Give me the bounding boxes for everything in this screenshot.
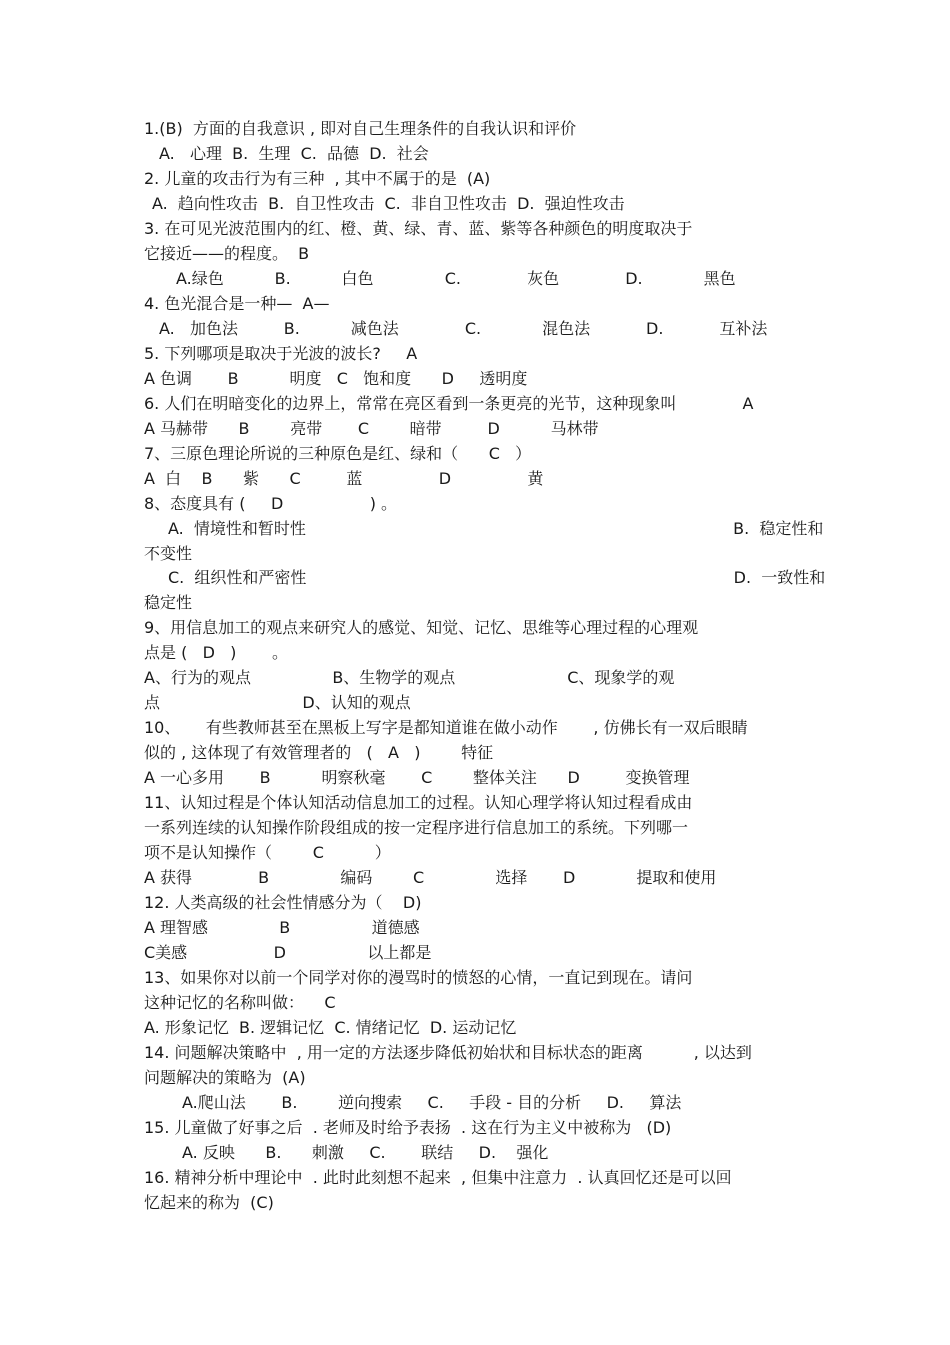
question-2-stem: 2. 儿童的攻击行为有三种 , 其中不属于的是 (A) [144, 169, 491, 188]
question-5-options: A 色调 B 明度 C 饱和度 D 透明度 [144, 369, 528, 388]
question-6-options: A 马赫带 B 亮带 C 暗带 D 马林带 [144, 419, 599, 438]
question-16-stem-cont: 忆起来的称为 (C) [144, 1193, 274, 1212]
question-7-options: A 白 B 紫 C 蓝 D 黄 [144, 469, 544, 488]
question-8-options-ab: A. 情境性和暂时性 B. 稳定性和 [168, 519, 824, 538]
question-13-stem-cont: 这种记忆的名称叫做： C [144, 993, 336, 1012]
question-11-options: A 获得 B 编码 C 选择 D 提取和使用 [144, 868, 717, 887]
question-14-options: A.爬山法 B. 逆向搜索 C. 手段 - 目的分析 D. 算法 [182, 1093, 682, 1112]
question-11-stem: 11、认知过程是个体认知活动信息加工的过程。认知心理学将认知过程看成由 [144, 793, 693, 812]
question-12-options-cd: C美感 D 以上都是 [144, 943, 432, 962]
question-9-stem-cont: 点是 ( D ) 。 [144, 643, 289, 662]
question-8-stem: 8、态度具有 ( D ) 。 [144, 494, 398, 513]
question-1-stem: 1.(B) 方面的自我意识 , 即对自己生理条件的自我认识和评价 [144, 119, 577, 138]
question-8-options-ab-cont: 不变性 [144, 544, 193, 563]
question-4-stem: 4. 色光混合是一种— A— [144, 294, 330, 313]
question-11-stem-cont-2: 项不是认知操作（ C ） [144, 843, 391, 862]
question-3-options: A.绿色 B. 白色 C. 灰色 D. 黑色 [176, 269, 736, 288]
question-15-options: A. 反映 B. 刺激 C. 联结 D. 强化 [182, 1143, 549, 1162]
question-8-options-cd-cont: 稳定性 [144, 593, 193, 612]
question-15-stem: 15. 儿童做了好事之后 . 老师及时给予表扬 . 这在行为主义中被称为 (D) [144, 1118, 672, 1137]
question-8-options-cd: C. 组织性和严密性 D. 一致性和 [168, 568, 826, 587]
question-14-stem: 14. 问题解决策略中 , 用一定的方法逐步降低初始状和目标状态的距离 , 以达到 [144, 1043, 752, 1062]
question-9-stem: 9、用信息加工的观点来研究人的感觉、知觉、记忆、思维等心理过程的心理观 [144, 618, 699, 637]
question-9-options: A、行为的观点 B、生物学的观点 C、现象学的观 [144, 668, 675, 687]
question-10-stem-cont: 似的 , 这体现了有效管理者的 ( A ) 特征 [144, 743, 494, 762]
question-3-stem-cont: 它接近——的程度。 B [144, 244, 310, 263]
question-9-options-cont: 点 D、认知的观点 [144, 693, 411, 712]
question-3-stem: 3. 在可见光波范围内的红、橙、黄、绿、青、蓝、紫等各种颜色的明度取决于 [144, 219, 693, 238]
question-16-stem: 16. 精神分析中理论中 . 此时此刻想不起来 , 但集中注意力 . 认真回忆还是可以回 [144, 1168, 732, 1187]
question-2-options: A. 趋向性攻击 B. 自卫性攻击 C. 非自卫性攻击 D. 强迫性攻击 [152, 194, 625, 213]
question-11-stem-cont: 一系列连续的认知操作阶段组成的按一定程序进行信息加工的系统。下列哪一 [144, 818, 689, 837]
question-12-stem: 12. 人类高级的社会性情感分为（ D) [144, 893, 422, 912]
question-1-options: A. 心理 B. 生理 C. 品德 D. 社会 [159, 144, 429, 163]
question-13-options: A. 形象记忆 B. 逻辑记忆 C. 情绪记忆 D. 运动记忆 [144, 1018, 517, 1037]
question-7-stem: 7、三原色理论所说的三种原色是红、绿和（ C ） [144, 444, 532, 463]
question-4-options: A. 加色法 B. 减色法 C. 混色法 D. 互补法 [159, 319, 768, 338]
question-14-stem-cont: 问题解决的策略为 (A) [144, 1068, 306, 1087]
question-13-stem: 13、如果你对以前一个同学对你的漫骂时的愤怒的心情，一直记到现在。请问 [144, 968, 693, 987]
question-6-stem: 6. 人们在明暗变化的边界上，常常在亮区看到一条更亮的光节，这种现象叫 A [144, 394, 754, 413]
question-10-options: A 一心多用 B 明察秋毫 C 整体关注 D 变换管理 [144, 768, 690, 787]
question-5-stem: 5. 下列哪项是取决于光波的波长? A [144, 344, 418, 363]
question-12-options-ab: A 理智感 B 道德感 [144, 918, 420, 937]
question-10-stem: 10、 有些教师甚至在黑板上写字是都知道谁在做小动作 , 仿佛长有一双后眼睛 [144, 718, 748, 737]
